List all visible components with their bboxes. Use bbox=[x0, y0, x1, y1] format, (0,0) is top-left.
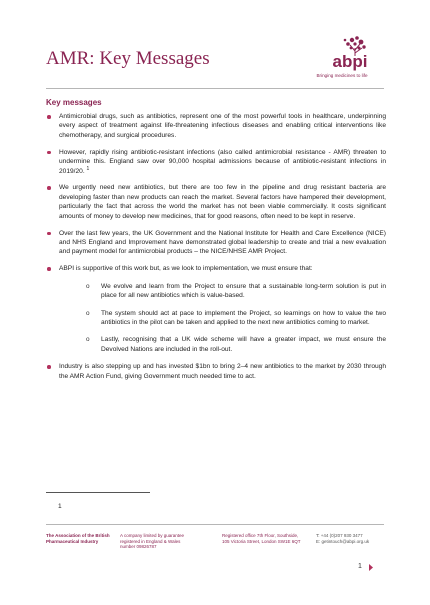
header-divider bbox=[46, 88, 384, 89]
abpi-logo-wordmark: abpi bbox=[332, 52, 368, 71]
footer-org: The Association of the British Pharmaceutical Industry bbox=[46, 533, 110, 544]
page-marker-icon bbox=[368, 564, 374, 571]
page-title: AMR: Key Messages bbox=[46, 48, 210, 69]
sub-list bbox=[59, 282, 386, 354]
footer-phone: T: +44 (0)207 930 3477 bbox=[316, 533, 363, 538]
bullet-text: We urgently need new antibiotics, but there are too few in the pipeline and drug resistant bacteria are developing faster than new products can reach the market. Several factors have hampered their development, particularly the fact that across the world the market has not been viable commercially. It costs significant amounts of money to develop new medicines, that for good reasons, often need to be kept in reserve. bbox=[59, 184, 386, 220]
footnote-divider bbox=[46, 492, 150, 493]
key-messages-list bbox=[46, 112, 386, 388]
footer-divider bbox=[46, 524, 384, 525]
sub-list-item: o The system should act at pace to implement the Project, so learnings on how to value the two antibiotics in the pilot can be taken and applied to the next new antibiotics coming to market. bbox=[59, 309, 386, 328]
section-heading: Key messages bbox=[46, 98, 102, 107]
bullet-text: Industry is also stepping up and has invested $1bn to bring 2–4 new antibiotics to the market by 2030 through the AMR Action Fund, giving Government much needed time to act. bbox=[59, 363, 386, 380]
list-item bbox=[46, 264, 386, 354]
bullet-text: Over the last few years, the UK Government and the National Institute for Health and Care Excellence (NICE) and NHS England and Improvement have demonstrated global leadership to create and trial a new evaluation and payment model for antimicrobial products – the NICE/NHSE AMR Project. bbox=[59, 229, 386, 256]
bullet-text: Antimicrobial drugs, such as antibiotics, represent one of the most powerful tools in healthcare, underpinning every aspect of treatment against life-threatening infectious diseases and enabling critical interventions like chemotherapy, and surgical procedures. bbox=[59, 113, 386, 139]
page-number: 1 bbox=[358, 563, 362, 570]
footnote-reference-link[interactable]: 1 bbox=[86, 165, 90, 172]
logo-tagline: Bringing medicines to life bbox=[316, 73, 368, 78]
sub-list-item: o We evolve and learn from the Project to ensure that a sustainable long-term solution is put in place for all new antibiotics which is value-based. bbox=[59, 282, 386, 301]
bullet-text: ABPI is supportive of this work but, as we look to implementation, we must ensure that: bbox=[59, 265, 313, 273]
list-item bbox=[46, 148, 386, 176]
sub-list-item: o Lastly, recognising that a UK wide scheme will have a greater impact, we must ensure the Devolved Nations are included in the roll-out. bbox=[59, 335, 386, 354]
footnote-number: 1 bbox=[58, 503, 62, 510]
list-item bbox=[46, 183, 386, 221]
footer-email-link[interactable]: E: getintouch@abpi.org.uk bbox=[316, 539, 370, 544]
list-item bbox=[46, 229, 386, 257]
footer-office: Registered office 7th Floor, Southside, 105 Victoria Street, London SW1E 6QT bbox=[222, 533, 301, 544]
list-item bbox=[46, 362, 386, 381]
list-item bbox=[46, 112, 386, 140]
bullet-text: However, rapidly rising antibiotic-resistant infections (also called antimicrobial resistance - AMR) threaten to undermine this. England saw over 90,000 hospital admissions because of antibiotic-resistant infections in 2019/20. bbox=[59, 148, 386, 175]
footer-company: A company limited by guarantee registered in England & Wales number 09826787 bbox=[120, 533, 185, 550]
